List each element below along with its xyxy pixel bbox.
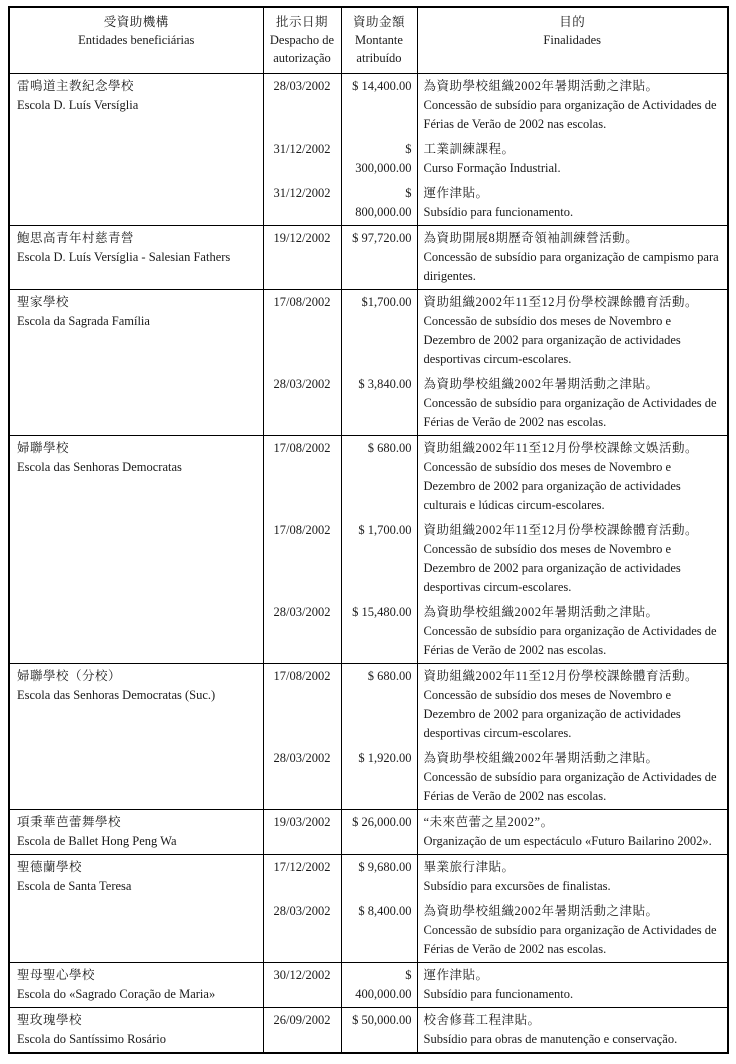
entity-name-pt: Escola de Ballet Hong Peng Wa	[17, 834, 177, 848]
entity-name-pt: Escola D. Luís Versíglia	[17, 98, 139, 112]
authorization-date-cell: 17/08/2002	[263, 518, 341, 600]
amount-cell: $ 14,400.00	[341, 74, 417, 138]
purpose-cell	[417, 963, 728, 1008]
entity-name-pt: Escola das Senhoras Democratas	[17, 460, 182, 474]
amount-cell: $ 680.00	[341, 664, 417, 747]
authorization-date-cell: 28/03/2002	[263, 746, 341, 810]
purpose-zh: 為資助開展8期歷奇領袖訓練營活動。	[423, 231, 639, 245]
col-header-entity	[9, 7, 263, 74]
entity-group-start-row	[9, 74, 728, 138]
purpose-cell	[417, 290, 728, 373]
purpose-cell	[417, 436, 728, 519]
col-header-purpose	[417, 7, 728, 74]
col-header-amount-pt1: Montante	[355, 33, 403, 47]
entity-cell	[9, 226, 263, 290]
purpose-cell	[417, 518, 728, 600]
amount-cell: $ 97,720.00	[341, 226, 417, 290]
col-header-amount-pt2: atribuído	[356, 51, 402, 65]
col-header-purpose-pt: Finalidades	[543, 33, 602, 47]
entity-name-pt: Escola de Santa Teresa	[17, 879, 132, 893]
entity-name-pt: Escola das Senhoras Democratas (Suc.)	[17, 688, 216, 702]
entity-name-zh: 聖母聖心學校	[17, 968, 96, 982]
amount-cell: $ 1,920.00	[341, 746, 417, 810]
amount-cell: $ 9,680.00	[341, 855, 417, 900]
purpose-pt: Concessão de subsídio para organização de Actividades de Férias de Verão de 2002 nas escolas.	[423, 396, 717, 429]
purpose-pt: Subsídio para obras de manutenção e conservação.	[423, 1032, 678, 1046]
purpose-cell	[417, 1008, 728, 1054]
entity-cell	[9, 290, 263, 436]
col-header-date-zh: 批示日期	[275, 15, 328, 29]
authorization-date-cell: 28/03/2002	[263, 899, 341, 963]
col-header-date-pt1: Despacho de	[269, 33, 335, 47]
purpose-zh: 校舍修葺工程津貼。	[423, 1013, 541, 1027]
authorization-date-cell: 31/12/2002	[263, 137, 341, 181]
subsidy-table	[8, 6, 729, 1054]
purpose-cell	[417, 372, 728, 436]
entity-group-start-row	[9, 1008, 728, 1054]
col-header-amount	[341, 7, 417, 74]
purpose-cell	[417, 600, 728, 664]
purpose-zh: 資助組織2002年11至12月份學校課餘體育活動。	[423, 523, 699, 537]
authorization-date-cell: 31/12/2002	[263, 181, 341, 226]
entity-group-start-row	[9, 855, 728, 900]
col-header-entity-zh: 受資助機構	[103, 15, 169, 29]
col-header-entity-pt: Entidades beneficiárias	[78, 33, 195, 47]
purpose-pt: Concessão de subsídio para organização de Actividades de Férias de Verão de 2002 nas escolas.	[423, 923, 717, 956]
authorization-date-cell: 28/03/2002	[263, 372, 341, 436]
authorization-date-cell: 17/08/2002	[263, 290, 341, 373]
purpose-pt: Concessão de subsídio para organização de Actividades de Férias de Verão de 2002 nas escolas.	[423, 624, 717, 657]
purpose-zh: 為資助學校組織2002年暑期活動之津貼。	[423, 605, 659, 619]
purpose-zh: 工業訓練課程。	[423, 142, 515, 156]
entity-group-start-row	[9, 810, 728, 855]
purpose-pt: Subsídio para excursões de finalistas.	[423, 879, 611, 893]
purpose-zh: 為資助學校組織2002年暑期活動之津貼。	[423, 904, 659, 918]
authorization-date-cell: 30/12/2002	[263, 963, 341, 1008]
entity-cell	[9, 810, 263, 855]
entity-group-start-row	[9, 436, 728, 519]
purpose-cell	[417, 181, 728, 226]
amount-cell: $ 8,400.00	[341, 899, 417, 963]
amount-cell: $ 680.00	[341, 436, 417, 519]
amount-cell: $ 800,000.00	[341, 181, 417, 226]
entity-name-pt: Escola D. Luís Versíglia - Salesian Fathers	[17, 250, 231, 264]
purpose-zh: 為資助學校組織2002年暑期活動之津貼。	[423, 79, 659, 93]
amount-cell: $ 15,480.00	[341, 600, 417, 664]
purpose-zh: 資助組織2002年11至12月份學校課餘體育活動。	[423, 295, 699, 309]
purpose-cell	[417, 664, 728, 747]
col-header-purpose-zh: 目的	[559, 15, 586, 29]
entity-name-zh: 婦聯學校	[17, 441, 70, 455]
entity-cell	[9, 664, 263, 810]
amount-cell: $ 26,000.00	[341, 810, 417, 855]
purpose-cell	[417, 810, 728, 855]
entity-group-start-row	[9, 664, 728, 747]
entity-name-pt: Escola do «Sagrado Coração de Maria»	[17, 987, 216, 1001]
authorization-date-cell: 17/12/2002	[263, 855, 341, 900]
purpose-zh: 資助組織2002年11至12月份學校課餘體育活動。	[423, 669, 699, 683]
authorization-date-cell: 28/03/2002	[263, 600, 341, 664]
purpose-zh: 畢業旅行津貼。	[423, 860, 515, 874]
purpose-zh: 運作津貼。	[423, 186, 489, 200]
purpose-pt: Concessão de subsídio para organização de Actividades de Férias de Verão de 2002 nas escolas.	[423, 770, 717, 803]
purpose-pt: Concessão de subsídio dos meses de Novembro e Dezembro de 2002 para organização de actividades desportivas circum-escolares.	[423, 688, 681, 740]
purpose-pt: Concessão de subsídio para organização de Actividades de Férias de Verão de 2002 nas escolas.	[423, 98, 717, 131]
col-header-date	[263, 7, 341, 74]
purpose-zh: 運作津貼。	[423, 968, 489, 982]
purpose-pt: Organização de um espectáculo «Futuro Bailarino 2002».	[423, 834, 712, 848]
table-header-row	[9, 7, 728, 74]
purpose-pt: Curso Formação Industrial.	[423, 161, 561, 175]
entity-cell	[9, 855, 263, 963]
col-header-amount-zh: 資助金額	[352, 15, 405, 29]
entity-group-start-row	[9, 963, 728, 1008]
authorization-date-cell: 19/12/2002	[263, 226, 341, 290]
purpose-pt: Concessão de subsídio para organização de campismo para dirigentes.	[423, 250, 719, 283]
entity-name-pt: Escola da Sagrada Família	[17, 314, 150, 328]
purpose-cell	[417, 74, 728, 138]
entity-cell	[9, 74, 263, 226]
purpose-pt: Subsídio para funcionamento.	[423, 205, 574, 219]
authorization-date-cell: 17/08/2002	[263, 436, 341, 519]
entity-name-zh: 雷鳴道主教紀念學校	[17, 79, 135, 93]
authorization-date-cell: 19/03/2002	[263, 810, 341, 855]
amount-cell: $1,700.00	[341, 290, 417, 373]
purpose-zh: “未來芭蕾之星2002”。	[423, 815, 554, 829]
col-header-date-pt2: autorização	[273, 51, 331, 65]
authorization-date-cell: 26/09/2002	[263, 1008, 341, 1054]
amount-cell: $ 400,000.00	[341, 963, 417, 1008]
purpose-cell	[417, 226, 728, 290]
amount-cell: $ 1,700.00	[341, 518, 417, 600]
amount-cell: $ 50,000.00	[341, 1008, 417, 1054]
purpose-zh: 為資助學校組織2002年暑期活動之津貼。	[423, 377, 659, 391]
entity-name-zh: 聖玫瑰學校	[17, 1013, 83, 1027]
entity-name-zh: 聖家學校	[17, 295, 70, 309]
purpose-pt: Concessão de subsídio dos meses de Novembro e Dezembro de 2002 para organização de actividades desportivas circum-escolares.	[423, 314, 681, 366]
entity-name-zh: 鮑思高青年村慈青營	[17, 231, 135, 245]
authorization-date-cell: 17/08/2002	[263, 664, 341, 747]
entity-cell	[9, 436, 263, 664]
amount-cell: $ 300,000.00	[341, 137, 417, 181]
entity-cell	[9, 1008, 263, 1054]
authorization-date-cell: 28/03/2002	[263, 74, 341, 138]
entity-group-start-row	[9, 290, 728, 373]
purpose-zh: 為資助學校組織2002年暑期活動之津貼。	[423, 751, 659, 765]
entity-cell	[9, 963, 263, 1008]
purpose-cell	[417, 137, 728, 181]
entity-name-zh: 聖德蘭學校	[17, 860, 83, 874]
purpose-zh: 資助組織2002年11至12月份學校課餘文娛活動。	[423, 441, 699, 455]
purpose-pt: Subsídio para funcionamento.	[423, 987, 574, 1001]
amount-cell: $ 3,840.00	[341, 372, 417, 436]
purpose-cell	[417, 899, 728, 963]
entity-name-pt: Escola do Santíssimo Rosário	[17, 1032, 166, 1046]
purpose-pt: Concessão de subsídio dos meses de Novembro e Dezembro de 2002 para organização de actividades culturais e lúdicas circum-escolares.	[423, 460, 681, 512]
purpose-cell	[417, 746, 728, 810]
entity-group-start-row	[9, 226, 728, 290]
purpose-cell	[417, 855, 728, 900]
entity-name-zh: 婦聯學校（分校）	[17, 669, 122, 683]
purpose-pt: Concessão de subsídio dos meses de Novembro e Dezembro de 2002 para organização de actividades desportivas circum-escolares.	[423, 542, 681, 594]
entity-name-zh: 項秉華芭蕾舞學校	[17, 815, 122, 829]
